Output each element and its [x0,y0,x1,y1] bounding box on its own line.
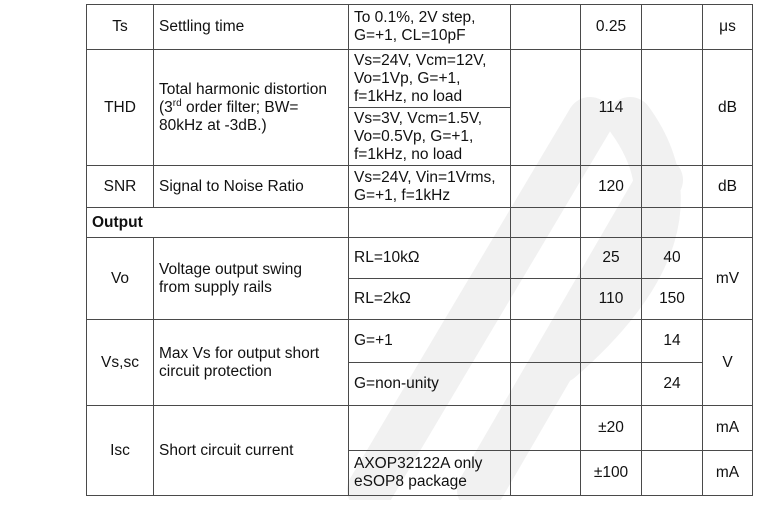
snr-cond-line1: Vs=24V, Vin=1Vrms, [354,168,496,186]
ts-min [511,5,581,50]
row-output-header [87,208,753,238]
thd-param-line3: 80kHz at -3dB.) [159,116,267,134]
output-header-cond [349,208,511,238]
thd-cond-b-line1: Vs=3V, Vcm=1.5V, [354,109,483,127]
ts-param: Settling time [154,5,349,50]
vssc-typ-b [581,363,642,406]
isc-unit-b: mA [703,451,753,496]
snr-param: Signal to Noise Ratio [154,166,349,208]
ts-typ: 0.25 [581,5,642,50]
isc-typ-a: ±20 [581,406,642,451]
thd-param-line2b: order filter; BW= [181,98,299,116]
vssc-unit: V [703,320,753,406]
isc-typ-b: ±100 [581,451,642,496]
thd-cond-b-line2: Vo=0.5Vp, G=+1, [354,127,474,145]
thd-typ: 114 [581,50,642,166]
thd-cond-a-line1: Vs=24V, Vcm=12V, [354,51,487,69]
ts-cond [349,5,511,50]
thd-cond-a [349,50,511,108]
vo-min-b [511,279,581,320]
vssc-param-line2: circuit protection [159,362,272,380]
vo-param-line2: from supply rails [159,278,272,296]
vo-min-a [511,238,581,279]
isc-min-b [511,451,581,496]
row-thd-a [87,50,753,108]
isc-symbol: Isc [87,406,154,496]
row-vo-a [87,238,753,279]
snr-symbol: SNR [87,166,154,208]
output-header-max [642,208,703,238]
ts-max [642,5,703,50]
thd-param-line1: Total harmonic distortion [159,80,327,98]
isc-max-a [642,406,703,451]
output-header-min [511,208,581,238]
snr-cond-line2: G=+1, f=1kHz [354,186,451,204]
vssc-symbol: Vs,sc [87,320,154,406]
vssc-max-b: 24 [642,363,703,406]
vssc-min-b [511,363,581,406]
vo-param-line1: Voltage output swing [159,260,303,278]
thd-cond-b [349,108,511,166]
output-section-title: Output [87,208,349,238]
isc-cond-b [349,451,511,496]
row-ts [87,5,753,50]
vo-max-a: 40 [642,238,703,279]
ts-cond-line2: G=+1, CL=10pF [354,27,466,44]
thd-cond-b-line3: f=1kHz, no load [354,145,463,163]
vssc-param-line1: Max Vs for output short [159,344,320,362]
snr-typ: 120 [581,166,642,208]
snr-cond [349,166,511,208]
isc-max-b [642,451,703,496]
thd-cond-a-line3: f=1kHz, no load [354,87,463,105]
thd-param-sup: rd [172,97,182,109]
output-header-typ [581,208,642,238]
vo-typ-a: 25 [581,238,642,279]
vo-symbol: Vo [87,238,154,320]
vo-typ-b: 110 [581,279,642,320]
ts-unit: μs [703,5,753,50]
thd-unit: dB [703,50,753,166]
isc-param: Short circuit current [154,406,349,496]
thd-max [642,50,703,166]
isc-min-a [511,406,581,451]
spec-table [86,4,753,496]
vssc-typ-a [581,320,642,363]
isc-cond-b-line2: eSOP8 package [354,473,467,490]
row-vssc-a [87,320,753,363]
ts-cond-line1: To 0.1%, 2V step, [354,9,476,26]
vssc-min-a [511,320,581,363]
vo-cond-b: RL=2kΩ [349,279,511,320]
thd-param [154,50,349,166]
thd-param-line2a: (3 [159,98,173,116]
row-isc-a [87,406,753,451]
isc-unit-a: mA [703,406,753,451]
snr-min [511,166,581,208]
vssc-max-a: 14 [642,320,703,363]
isc-cond-b-line1: AXOP32122A only [354,455,483,472]
vssc-cond-a: G=+1 [349,320,511,363]
vo-cond-a: RL=10kΩ [349,238,511,279]
vssc-param [154,320,349,406]
output-header-unit [703,208,753,238]
ts-symbol: Ts [87,5,154,50]
snr-max [642,166,703,208]
isc-cond-a [349,406,511,451]
thd-symbol: THD [87,50,154,166]
thd-cond-a-line2: Vo=1Vp, G=+1, [354,69,461,87]
vo-param [154,238,349,320]
vo-unit: mV [703,238,753,320]
vo-max-b: 150 [642,279,703,320]
row-snr [87,166,753,208]
vssc-cond-b: G=non-unity [349,363,511,406]
snr-unit: dB [703,166,753,208]
thd-min [511,50,581,166]
